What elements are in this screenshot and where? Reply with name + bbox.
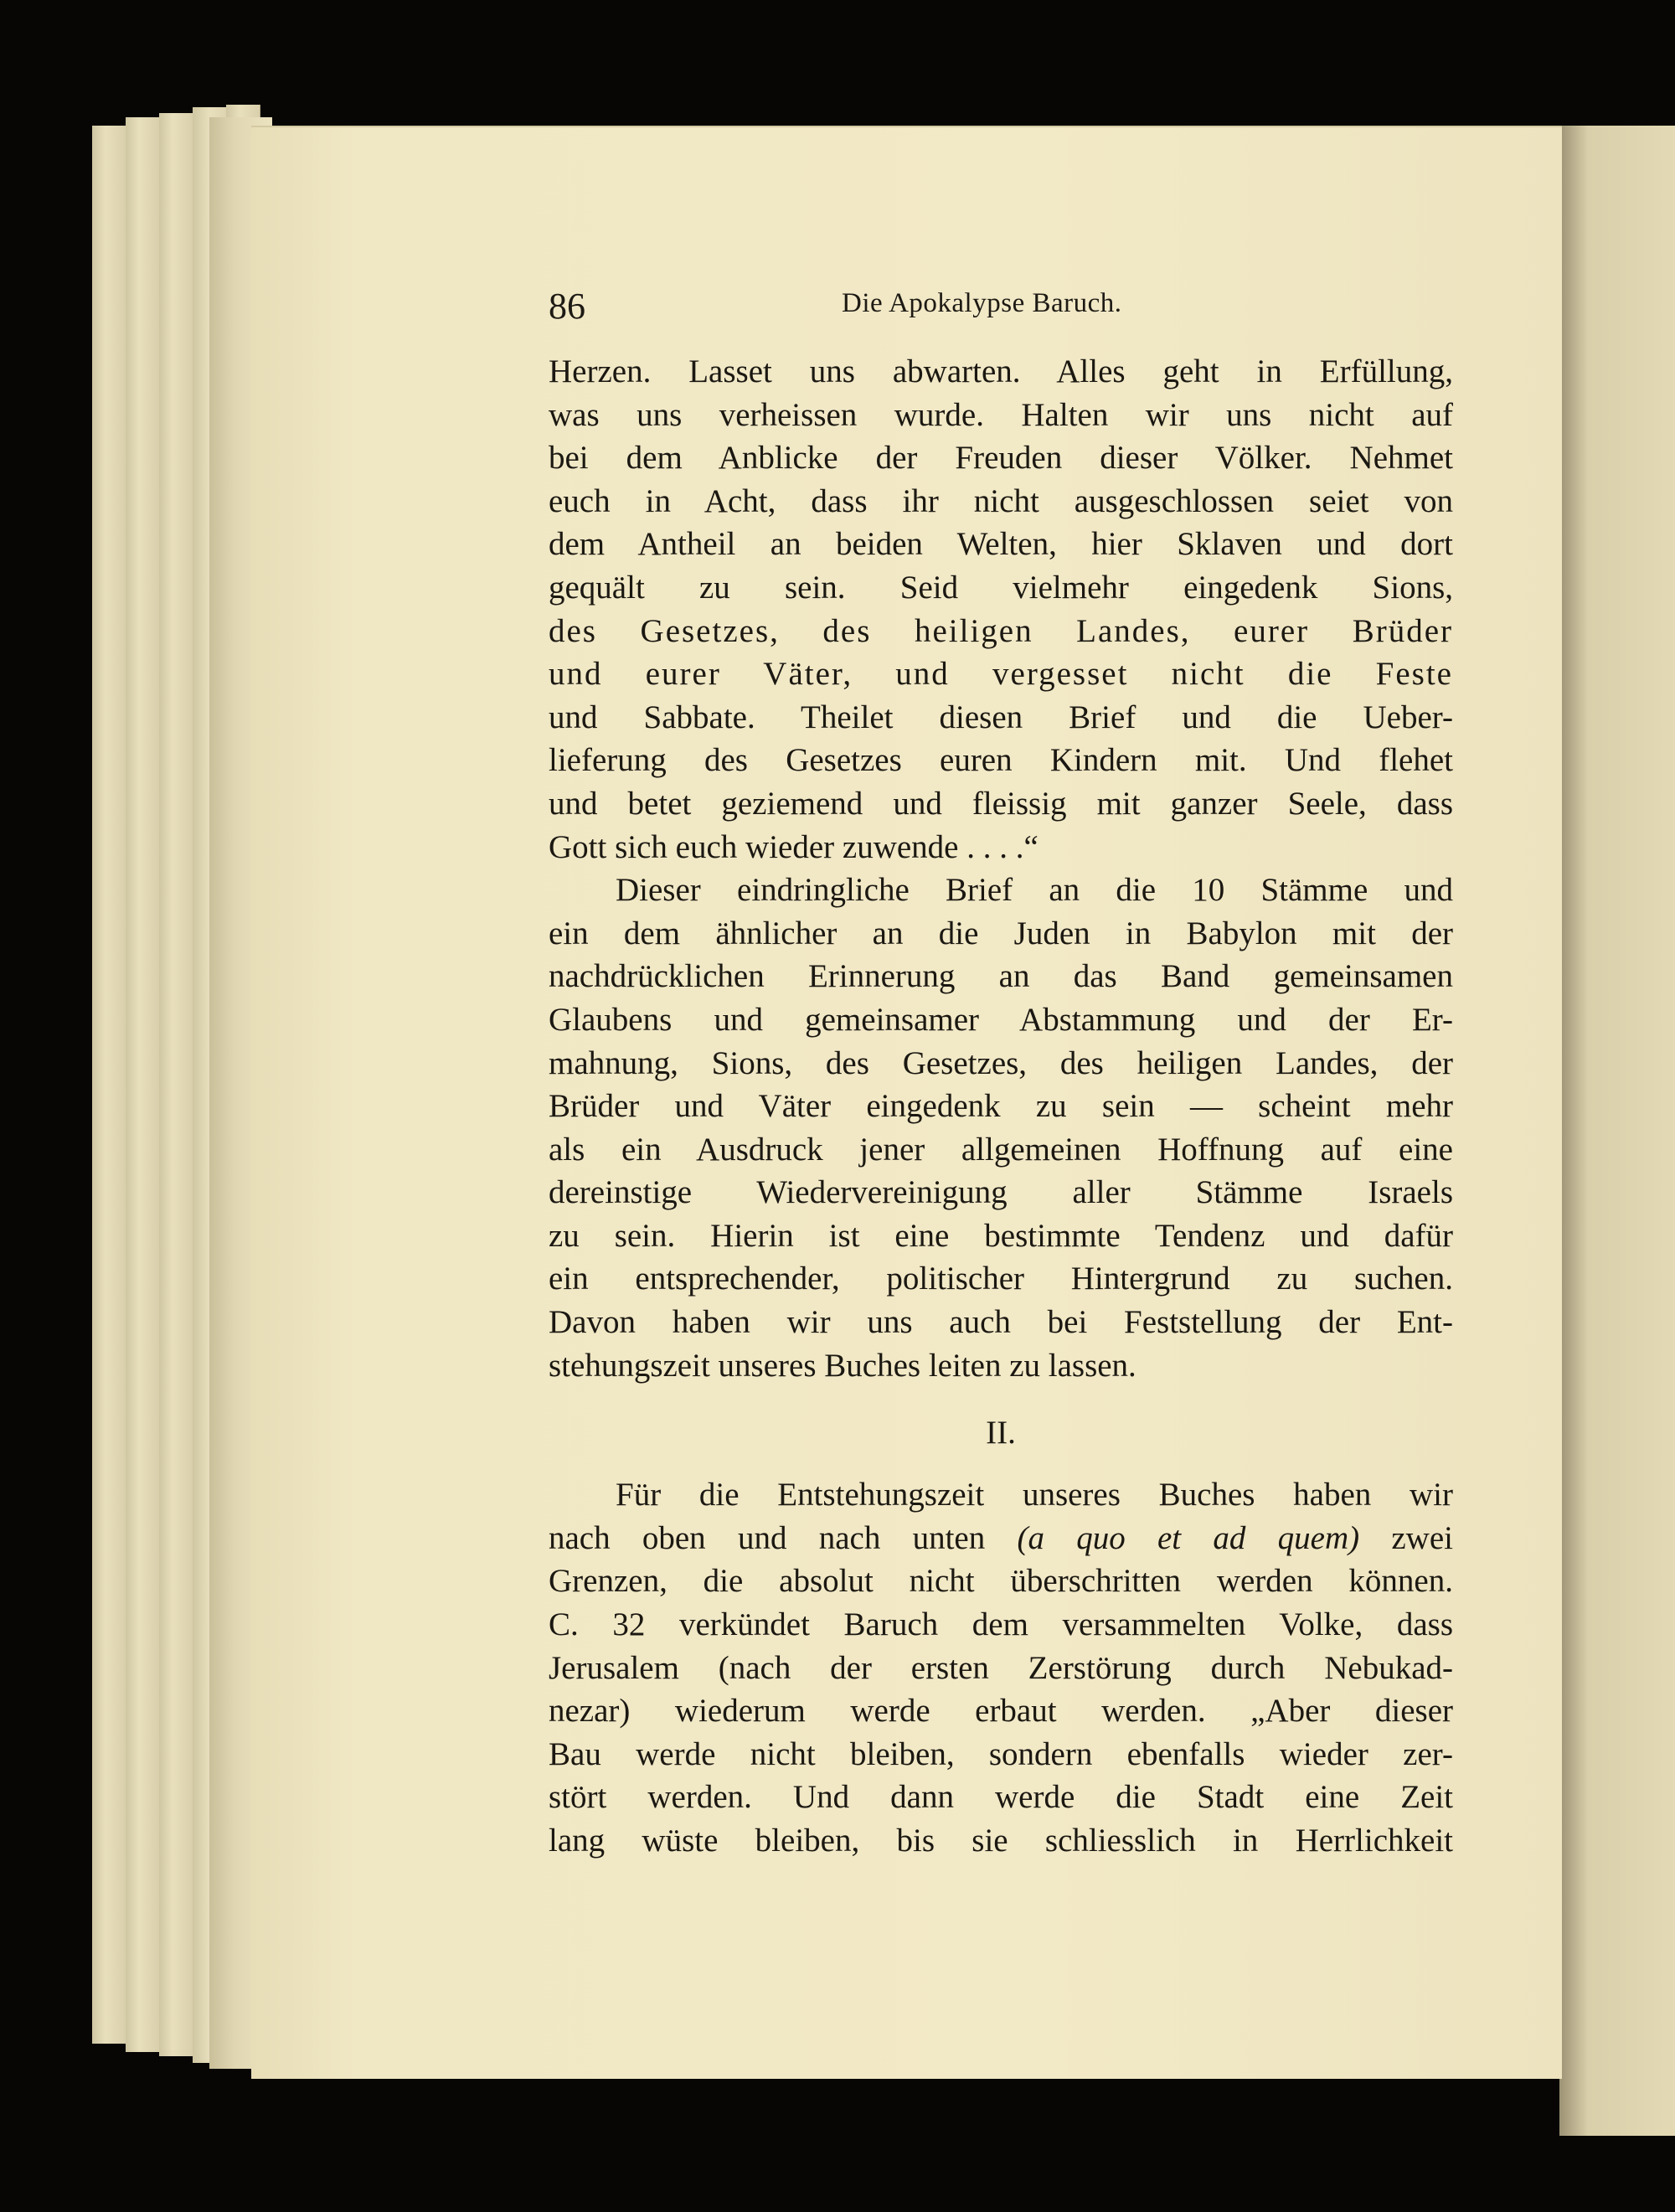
text-line-with-italic <box>549 1517 1453 1560</box>
page-number: 86 <box>549 286 585 327</box>
text-fragment: nach oben und nach unten <box>549 1519 1018 1556</box>
running-head <box>549 285 1453 327</box>
text-line: Bau werde nicht bleiben, sondern ebenfalls wieder zer- <box>549 1735 1453 1772</box>
text-line: lang wüste bleiben, bis sie schliesslich in Herrlichkeit <box>549 1823 1453 1859</box>
text-line: gequält zu sein. Seid vielmehr eingedenk Sions, <box>549 569 1453 606</box>
text-line: zu sein. Hierin ist eine bestimmte Tendenz und dafür <box>549 1217 1453 1254</box>
text-line: Brüder und Väter eingedenk zu sein — scheint mehr <box>549 1088 1453 1125</box>
page-edge <box>159 113 193 2056</box>
text-line: des Gesetzes, des heiligen Landes, eurer Brüder <box>549 612 1453 649</box>
text-line: stehungszeit unseres Buches leiten zu lassen. <box>549 1347 1136 1384</box>
latin-phrase: (a quo et ad quem) <box>1017 1519 1360 1556</box>
text-line: und eurer Väter, und vergesset nicht die Feste <box>549 656 1453 693</box>
text-line: mahnung, Sions, des Gesetzes, des heiligen Landes, der <box>549 1044 1453 1081</box>
paragraph-1 <box>549 350 1453 869</box>
section-heading: II. <box>986 1415 1016 1451</box>
text-line: nezar) wiederum werde erbaut werden. „Aber dieser <box>549 1693 1453 1730</box>
body-text <box>549 350 1453 1863</box>
text-line: Herzen. Lasset uns abwarten. Alles geht in Erfüllung, <box>549 353 1453 389</box>
text-line: bei dem Anblicke der Freuden dieser Völker. Nehmet <box>549 440 1453 477</box>
text-line: dereinstige Wiedervereinigung aller Stämme Israels <box>549 1174 1453 1211</box>
text-line: dem Antheil an beiden Welten, hier Sklaven und dort <box>549 526 1453 563</box>
text-line: und betet geziemend und fleissig mit ganzer Seele, dass <box>549 785 1453 822</box>
text-line: nachdrücklichen Erinnerung an das Band gemeinsamen <box>549 958 1453 995</box>
text-line: Jerusalem (nach der ersten Zerstörung durch Nebukad- <box>549 1649 1453 1686</box>
text-line: Für die Entstehungszeit unseres Buches haben wir <box>616 1477 1453 1513</box>
text-fragment: zwei <box>1359 1519 1453 1556</box>
text-line: Glaubens und gemeinsamer Abstammung und der Er- <box>549 1001 1453 1038</box>
text-line: was uns verheissen wurde. Halten wir uns nicht auf <box>549 396 1453 433</box>
text-line: lieferung des Gesetzes euren Kindern mit. Und flehet <box>549 742 1453 779</box>
text-line: Davon haben wir uns auch bei Feststellung der Ent- <box>549 1304 1453 1341</box>
facing-page <box>1559 126 1675 2136</box>
paragraph-2 <box>549 869 1453 1387</box>
text-line: und Sabbate. Theilet diesen Brief und die Ueber- <box>549 699 1453 735</box>
text-line: Grenzen, die absolut nicht überschritten werden können. <box>549 1563 1453 1600</box>
text-line: ein entsprechender, politischer Hintergrund zu suchen. <box>549 1261 1453 1297</box>
text-line: C. 32 verkündet Baruch dem versammelten Volke, dass <box>549 1606 1453 1643</box>
page-edge <box>126 117 160 2052</box>
text-line: ein dem ähnlicher an die Juden in Babylon mit der <box>549 915 1453 951</box>
paragraph-3 <box>549 1473 1453 1862</box>
page-edge <box>92 126 126 2044</box>
text-line: stört werden. Und dann werde die Stadt eine Zeit <box>549 1779 1453 1816</box>
running-title: Die Apokalypse Baruch. <box>842 288 1122 318</box>
text-line: Dieser eindringliche Brief an die 10 Stämme und <box>616 872 1453 909</box>
text-line: euch in Acht, dass ihr nicht ausgeschlossen seiet von <box>549 482 1453 519</box>
text-line: Gott sich euch wieder zuwende . . . .“ <box>549 828 1038 865</box>
text-line: als ein Ausdruck jener allgemeinen Hoffnung auf eine <box>549 1131 1453 1168</box>
